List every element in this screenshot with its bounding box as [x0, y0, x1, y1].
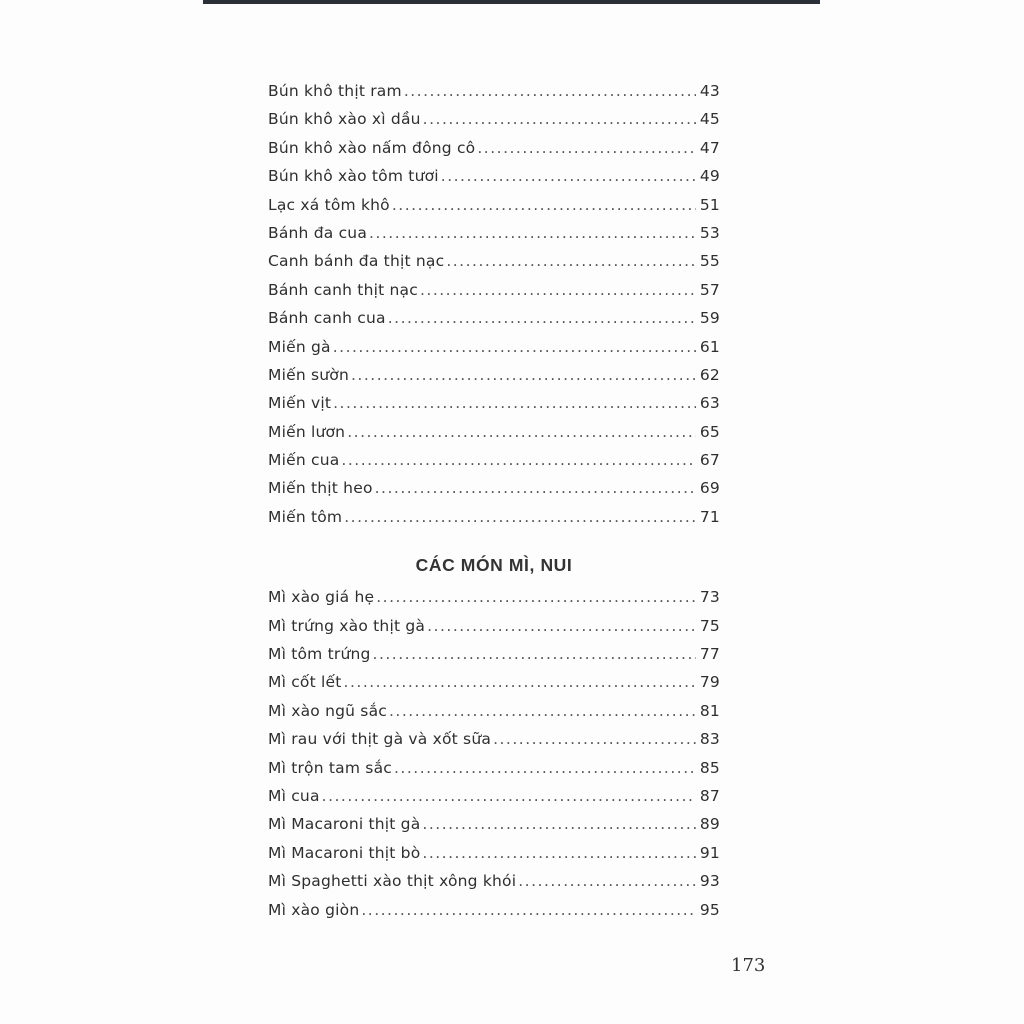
entry-page-number: 83 — [699, 730, 720, 749]
entry-title: Mì Macaroni thịt gà — [268, 815, 421, 834]
dot-leader — [427, 617, 696, 635]
top-edge-bar — [203, 0, 820, 4]
dot-leader — [518, 872, 696, 890]
entry-title: Miến gà — [268, 337, 331, 356]
entry-page-number: 53 — [699, 223, 720, 242]
dot-leader — [422, 844, 696, 862]
dot-leader — [373, 645, 696, 663]
entry-title: Mì trứng xào thịt gà — [268, 616, 426, 635]
dot-leader — [369, 224, 696, 242]
entry-title: Bún khô xào xì dầu — [268, 110, 421, 129]
entry-title: Bánh canh cua — [268, 309, 386, 328]
toc-entry — [268, 617, 720, 645]
entry-title: Mì Spaghetti xào thịt xông khói — [268, 872, 517, 891]
entry-title: Canh bánh đa thịt nạc — [268, 252, 445, 271]
entry-title: Mì xào giá hẹ — [268, 588, 375, 607]
entry-title: Miến cua — [268, 451, 340, 470]
dot-leader — [344, 673, 696, 691]
toc-entry — [268, 281, 720, 309]
entry-page-number: 57 — [699, 280, 720, 299]
entry-title: Miến thịt heo — [268, 479, 373, 498]
entry-title: Mì tôm trứng — [268, 645, 371, 664]
dot-leader — [341, 451, 696, 469]
toc-entry — [268, 451, 720, 479]
dot-leader — [394, 759, 696, 777]
entry-title: Lạc xá tôm khô — [268, 195, 390, 214]
entry-page-number: 69 — [699, 479, 720, 498]
toc-entry — [268, 82, 720, 110]
toc-entry — [268, 224, 720, 252]
toc-entry — [268, 366, 720, 394]
toc-entry — [268, 110, 720, 138]
entry-page-number: 55 — [699, 252, 720, 271]
entry-title: Mì xào ngũ sắc — [268, 701, 387, 720]
dot-leader — [441, 167, 696, 185]
entry-title: Bánh canh thịt nạc — [268, 280, 418, 299]
dot-leader — [392, 196, 696, 214]
dot-leader — [404, 82, 696, 100]
toc-entry — [268, 872, 720, 900]
entry-page-number: 73 — [699, 588, 720, 607]
entry-page-number: 59 — [699, 309, 720, 328]
entry-title: Mì trộn tam sắc — [268, 758, 392, 777]
toc-entry — [268, 645, 720, 673]
toc-entry — [268, 901, 720, 929]
toc-entry — [268, 139, 720, 167]
entry-page-number: 91 — [699, 843, 720, 862]
entry-title: Bún khô thịt ram — [268, 82, 402, 100]
entry-page-number: 49 — [699, 167, 720, 186]
entry-title: Miến vịt — [268, 394, 332, 413]
entry-title: Mì cốt lết — [268, 673, 342, 692]
entry-page-number: 79 — [699, 673, 720, 692]
entry-page-number: 62 — [699, 365, 720, 384]
toc-section-mi-nui — [268, 588, 720, 929]
toc-entry — [268, 702, 720, 730]
dot-leader — [351, 366, 696, 384]
toc-entry — [268, 167, 720, 195]
toc-entry — [268, 479, 720, 507]
entry-page-number: 45 — [699, 110, 720, 129]
entry-page-number: 63 — [699, 394, 720, 413]
entry-page-number: 81 — [699, 701, 720, 720]
entry-title: Miến sườn — [268, 365, 349, 384]
toc-entry — [268, 844, 720, 872]
dot-leader — [333, 338, 696, 356]
toc-entry — [268, 338, 720, 366]
entry-page-number: 93 — [699, 872, 720, 891]
page-number: 173 — [731, 955, 766, 976]
entry-page-number: 95 — [699, 900, 720, 919]
dot-leader — [361, 901, 696, 919]
toc-entry — [268, 252, 720, 280]
dot-leader — [493, 730, 696, 748]
table-of-contents — [268, 82, 720, 929]
dot-leader — [388, 309, 696, 327]
dot-leader — [389, 702, 696, 720]
dot-leader — [347, 423, 696, 441]
toc-entry — [268, 815, 720, 843]
entry-title: Miến tôm — [268, 507, 343, 526]
toc-entry — [268, 196, 720, 224]
entry-page-number: 65 — [699, 422, 720, 441]
dot-leader — [322, 787, 696, 805]
toc-entry — [268, 759, 720, 787]
entry-title: Bánh đa cua — [268, 223, 368, 242]
toc-entry — [268, 508, 720, 536]
dot-leader — [422, 815, 696, 833]
dot-leader — [344, 508, 696, 526]
section-heading: CÁC MÓN MÌ, NUI — [415, 555, 573, 576]
dot-leader — [420, 281, 696, 299]
entry-page-number: 89 — [699, 815, 720, 834]
entry-page-number: 75 — [699, 616, 720, 635]
entry-page-number: 77 — [699, 645, 720, 664]
entry-page-number: 87 — [699, 786, 720, 805]
entry-title: Bún khô xào tôm tươi — [268, 167, 439, 186]
toc-entry — [268, 423, 720, 451]
dot-leader — [376, 588, 696, 606]
entry-page-number: 61 — [699, 337, 720, 356]
entry-page-number: 71 — [699, 507, 720, 526]
entry-title: Mì xào giòn — [268, 900, 360, 919]
toc-entry — [268, 730, 720, 758]
entry-page-number: 85 — [699, 758, 720, 777]
entry-title: Mì cua — [268, 786, 320, 805]
entry-title: Miến lươn — [268, 422, 346, 441]
entry-title: Bún khô xào nấm đông cô — [268, 138, 476, 157]
entry-page-number: 51 — [699, 195, 720, 214]
entry-page-number: 67 — [699, 451, 720, 470]
entry-page-number: 47 — [699, 138, 720, 157]
dot-leader — [333, 394, 696, 412]
toc-entry — [268, 394, 720, 422]
toc-entry — [268, 673, 720, 701]
dot-leader — [375, 479, 696, 497]
entry-title: Mì rau với thịt gà và xốt sữa — [268, 730, 492, 749]
dot-leader — [477, 139, 696, 157]
toc-entry — [268, 588, 720, 616]
entry-page-number: 43 — [699, 82, 720, 100]
dot-leader — [446, 252, 696, 270]
dot-leader — [423, 110, 696, 128]
entry-title: Mì Macaroni thịt bò — [268, 843, 421, 862]
toc-section-noodles — [268, 82, 720, 536]
toc-entry — [268, 787, 720, 815]
toc-entry — [268, 309, 720, 337]
